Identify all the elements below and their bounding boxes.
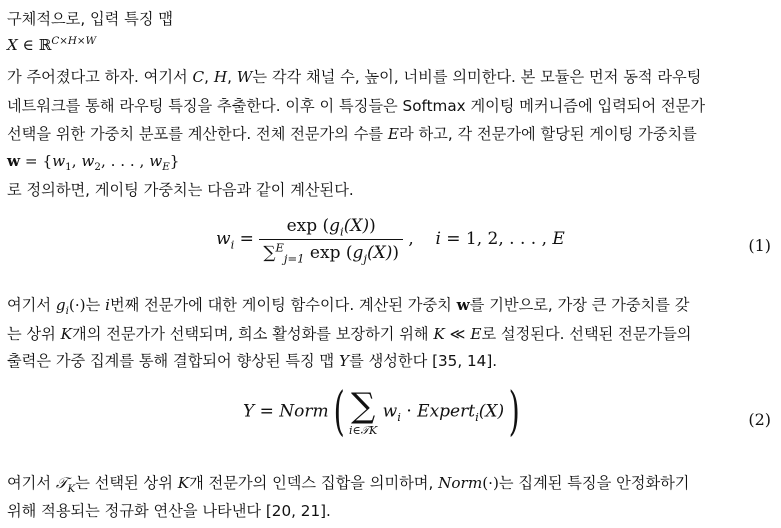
para1-line2-math: X ∈ ℝ$^{C\times H\times W}$	[7, 34, 97, 54]
para2-line1: 여기서 $g_i(\cdot)$는 i번째 전문가에 대한 게이팅 함수이다. 계산된 가중치 w를 기반으로, 가장 큰 가중치를 갖	[7, 296, 690, 318]
equation-2-sum: ∑ i∈𝒯K	[348, 385, 378, 437]
equation-1: $w_i$ = $\frac{\exp (g_i(X))}{\sum^E_{j=1} \exp (g_j(X))}$ , i = 1, 2, . . . , E	[216, 216, 565, 266]
para1-line7: 로 정의하면, 게이팅 가중치는 다음과 같이 계산된다.	[7, 181, 354, 199]
para3-line1: 여기서 𝒯$_K$는 선택된 상위 K개 전문가의 인덱스 집합을 의미하며, Norm(·)는 집계된 특징을 안정화하기	[7, 474, 690, 496]
equation-1-number: (1)	[748, 236, 771, 255]
equation-2: Y = Norm( ∑ i∈𝒯K $w_i$ · Expert$_i$(X))	[243, 382, 520, 442]
equation-1-fraction: $\frac{\exp (g_i(X))}{\sum^E_{j=1} \exp (g_j(X))}$	[259, 216, 403, 263]
para1-line3: 가 주어졌다고 하자. 여기서 C, H, W는 각각 채널 수, 높이, 너비를 의미한다. 본 모듈은 먼저 동적 라우팅	[7, 68, 702, 86]
para1-line5: 선택을 위한 가중치 분포를 계산한다. 전체 전문가의 수를 E라 하고, 각 전문가에 할당된 게이팅 가중치를	[7, 125, 697, 143]
para2-line2: 는 상위 K개의 전문가가 선택되며, 희소 활성화를 보장하기 위해 K ≪ E로 설정된다. 선택된 전문가들의	[7, 325, 692, 343]
para1-line4: 네트워크를 통해 라우팅 특징을 추출한다. 이후 이 특징들은 Softmax 게이팅 메커니즘에 입력되어 전문가	[7, 97, 705, 115]
para1-line6-math: $w = \{w_1$, $w_2$, . . . , $w_E$}	[7, 152, 180, 174]
para1-line1: 구체적으로, 입력 특징 맵	[7, 10, 174, 28]
equation-2-number: (2)	[748, 410, 771, 429]
para2-line3: 출력은 가중 집계를 통해 결합되어 향상된 특징 맵 Y를 생성한다 [35, 14].	[7, 352, 498, 370]
para3-line2: 위해 적용되는 정규화 연산을 나타낸다 [20, 21].	[7, 502, 331, 520]
